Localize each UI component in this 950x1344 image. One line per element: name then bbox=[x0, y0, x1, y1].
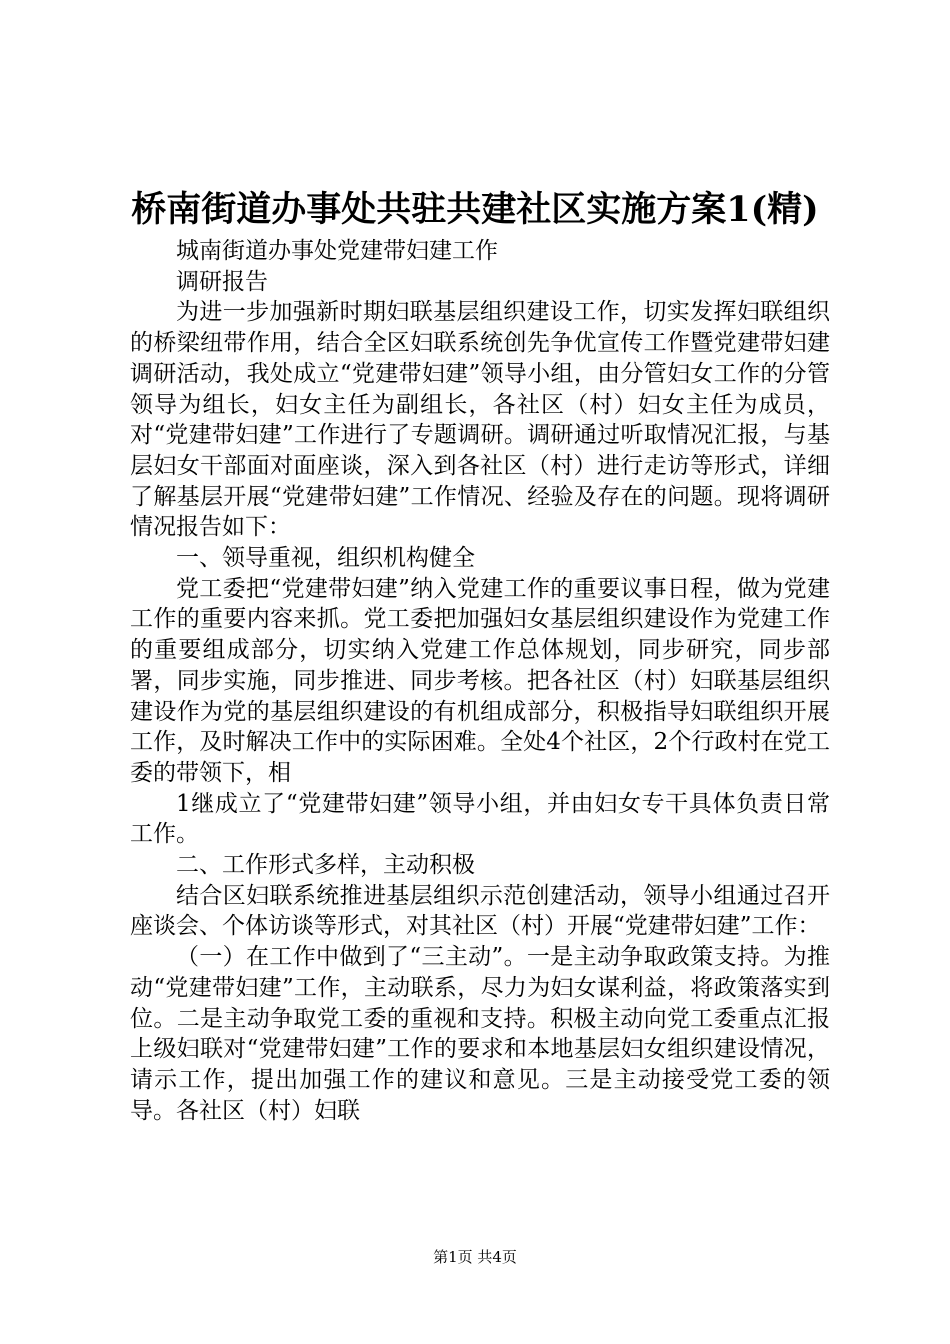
paragraph-intro: 为进一步加强新时期妇联基层组织建设工作，切实发挥妇联组织的桥梁纽带作用，结合全区妇联系统创先争优宣传工作暨党建带妇建调研活动，我处成立“党建带妇建”领导小组，由分管妇女工作的分管领导为组长，妇女主任为副组长，各社区（村）妇女主任为成员，对“党建带妇建”工作进行了专题调研。调研通过听取情况汇报，与基层妇女干部面对面座谈，深入到各社区（村）进行走访等形式，详细了解基层开展“党建带妇建”工作情况、经验及存在的问题。现将调研情况报告如下： bbox=[130, 299, 830, 541]
subtitle-line-1: 城南街道办事处党建带妇建工作 bbox=[176, 238, 498, 264]
section-heading-2: 二、工作形式多样，主动积极 bbox=[176, 852, 475, 879]
paragraph-section-2: 结合区妇联系统推进基层组织示范创建活动，领导小组通过召开座谈会、个体访谈等形式，对其社区（村）开展“党建带妇建”工作： bbox=[130, 882, 830, 940]
document-body bbox=[130, 236, 830, 1126]
paragraph-subsection-1: （一）在工作中做到了“三主动”。一是主动争取政策支持。为推动“党建带妇建”工作，主动联系，尽力为妇女谋利益，将政策落实到位。二是主动争取党工委的重视和支持。积极主动向党工委重点汇报上级妇联对“党建带妇建”工作的要求和本地基层妇女组织建设情况，请示工作，提出加强工作的建议和意见。三是主动接受党工委的领导。各社区（村）妇联 bbox=[130, 944, 830, 1124]
document-title: 桥南街道办事处共驻共建社区实施方案1(精) bbox=[131, 189, 819, 230]
paragraph-section-1: 党工委把“党建带妇建”纳入党建工作的重要议事日程，做为党建工作的重要内容来抓。党工委把加强妇女基层组织建设作为党建工作的重要组成部分，切实纳入党建工作总体规划，同步研究，同步部署，同步实施，同步推进、同步考核。把各社区（村）妇联基层组织建设作为党的基层组织建设的有机组成部分，积极指导妇联组织开展工作，及时解决工作中的实际困难。全处4个社区，2个行政村在党工委的带领下，相 bbox=[130, 575, 830, 786]
paragraph-section-1-cont: 1继成立了“党建带妇建”领导小组，并由妇女专干具体负责日常工作。 bbox=[130, 790, 830, 848]
subtitle-line-2: 调研报告 bbox=[176, 268, 268, 295]
section-heading-1: 一、领导重视，组织机构健全 bbox=[176, 545, 475, 572]
page-number-footer: 第1页 共4页 bbox=[433, 1248, 517, 1266]
